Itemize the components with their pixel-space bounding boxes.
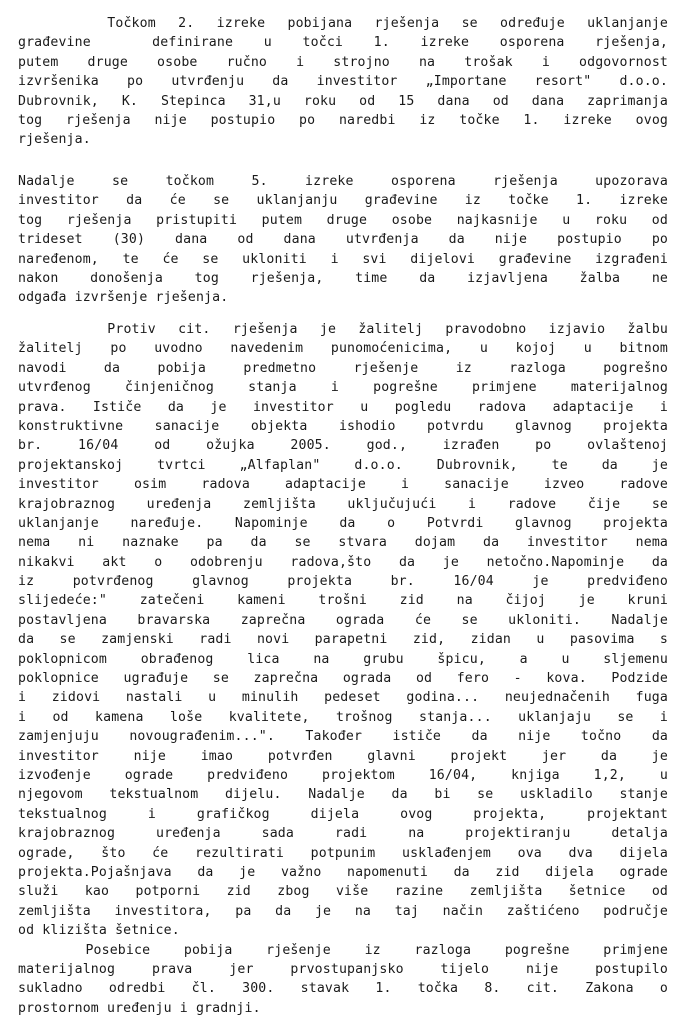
text-line: naređenom, te će se ukloniti i svi dijelovi građevine izgrađeni <box>18 251 668 267</box>
text-line: nakon donošenja tog rješenja, time da izjavljena žalba ne <box>18 270 668 286</box>
text-line: tog rješenja nije postupio po naredbi iz točke 1. izreke ovog <box>18 112 668 128</box>
paragraph-execution-order <box>18 14 668 150</box>
text-line: služi kao potporni zid zbog više razine zemljišta šetnice od <box>18 884 668 900</box>
text-line: izvršenika po utvrđenju da investitor „Importane resort" d.o.o. <box>18 74 668 90</box>
text-line: i zidovi nastali u minulih pedeset godina... neujednačenih fuga <box>18 690 668 706</box>
text-line: zemljišta investitora, pa da je na taj način zaštićeno područje <box>18 903 668 919</box>
text-line: materijalnog prava jer prvostupanjsko tijelo nije postupilo <box>18 961 668 977</box>
text-line: uklanjanje naređuje. Napominje da o Potvrdi glavnog projekta <box>18 515 668 531</box>
text-line: tog rješenja pristupiti putem druge osobe najkasnije u roku od <box>18 212 668 228</box>
text-line: Protiv cit. rješenja je žalitelj pravodobno izjavio žalbu <box>18 322 668 337</box>
text-line: putem druge osobe ručno i strojno na trošak i odgovornost <box>18 54 668 70</box>
text-line: Posebice pobija rješenje iz razloga pogrešne primjene <box>18 942 668 958</box>
text-line: građevine definirane u točci 1. izreke osporena rješenja, <box>18 35 668 51</box>
text-line: projekta.Pojašnjava da je važno napomenuti da zid dijela ograde <box>18 864 668 880</box>
text-line: tekstualnog i grafičkog dijela ovog projekta, projektant <box>18 806 668 822</box>
text-line: prava. Ističe da je investitor u pogledu radova adaptacije i <box>18 399 668 415</box>
text-line: poklopnicom obrađenog lica na grubu špicu, a u sljemenu <box>18 651 668 667</box>
text-line: Nadalje se točkom 5. izreke osporena rješenja upozorava <box>18 174 668 189</box>
text-line: prostornom uređenju i gradnji. <box>18 1000 261 1016</box>
text-line: da se zamjenski radi novi parapetni zid, zidan u pasovima s <box>18 632 668 648</box>
text-line: Točkom 2. izreke pobijana rješenja se određuje uklanjanje <box>18 16 668 31</box>
text-line: Dubrovnik, K. Stepinca 31,u roku od 15 dana od dana zaprimanja <box>18 93 668 109</box>
text-line: utvrđenog činjeničnog stanja i pogrešne primjene materijalnog <box>18 380 668 396</box>
text-line: projektanskoj tvrtci „Alfaplan" d.o.o. Dubrovnik, te da je <box>18 457 668 473</box>
text-line: br. 16/04 od ožujka 2005. god., izrađen po ovlaštenoj <box>18 438 668 454</box>
text-line: investitor osim radova adaptacije i sanacije izveo radove <box>18 477 668 493</box>
text-line: investitor nije imao potvrđen glavni projekt jer da je <box>18 748 668 764</box>
text-line: zamjenjuju novougrađenim...". Također ističe da nije točno da <box>18 729 668 745</box>
text-line: slijedeće:" zatečeni kameni trošni zid na čijoj je kruni <box>18 593 668 609</box>
text-line: iz potvrđenog glavnog projekta br. 16/04 je predviđeno <box>18 574 668 590</box>
text-line: poklopnice ugrađuje se zaprečna ograda od fero - kova. Podzide <box>18 671 668 687</box>
text-line: postavljena bravarska zaprečna ograda će se ukloniti. Nadalje <box>18 612 668 628</box>
text-line: navodi da pobija predmetno rješenje iz razloga pogrešno <box>18 360 668 376</box>
text-line: investitor da će se uklanjanju građevine iz točke 1. izreke <box>18 193 668 209</box>
text-line: i od kamena loše kvalitete, trošnog stanja... uklanjaju se i <box>18 709 668 725</box>
text-line: izvođenje ograde predviđeno projektom 16/04, knjiga 1,2, u <box>18 767 668 783</box>
text-line: žalitelj po uvodno navedenim punomoćenicima, u kojoj u bitnom <box>18 341 668 357</box>
paragraph-appeal-arguments <box>18 320 668 1018</box>
text-line: krajobraznog uređenja sada radi na projektiranju detalja <box>18 826 668 842</box>
text-line: krajobraznog uređenja zemljišta uključujući i radove čije se <box>18 496 668 512</box>
text-line: nema ni naznake pa da se stvara dojam da investitor nema <box>18 535 668 551</box>
text-line: odgađa izvršenje rješenja. <box>18 290 229 306</box>
text-line: ograde, što će rezultirati potpunim usklađenjem ova dva dijela <box>18 845 668 861</box>
paragraph-warning-to-investor <box>18 172 668 308</box>
text-line: sukladno odredbi čl. 300. stavak 1. točka 8. cit. Zakona o <box>18 981 668 997</box>
text-line: od klizišta šetnice. <box>18 923 180 939</box>
text-line: rješenja. <box>18 132 91 148</box>
text-line: nikakvi akt o odobrenju radova,što da je netočno.Napominje da <box>18 554 668 570</box>
text-line: trideset (30) dana od dana utvrđenja da nije postupio po <box>18 232 668 248</box>
text-line: konstruktivne sanacije objekta ishodio potvrdu glavnog projekta <box>18 418 668 434</box>
text-line: njegovom tekstualnom dijelu. Nadalje da bi se uskladilo stanje <box>18 787 668 803</box>
